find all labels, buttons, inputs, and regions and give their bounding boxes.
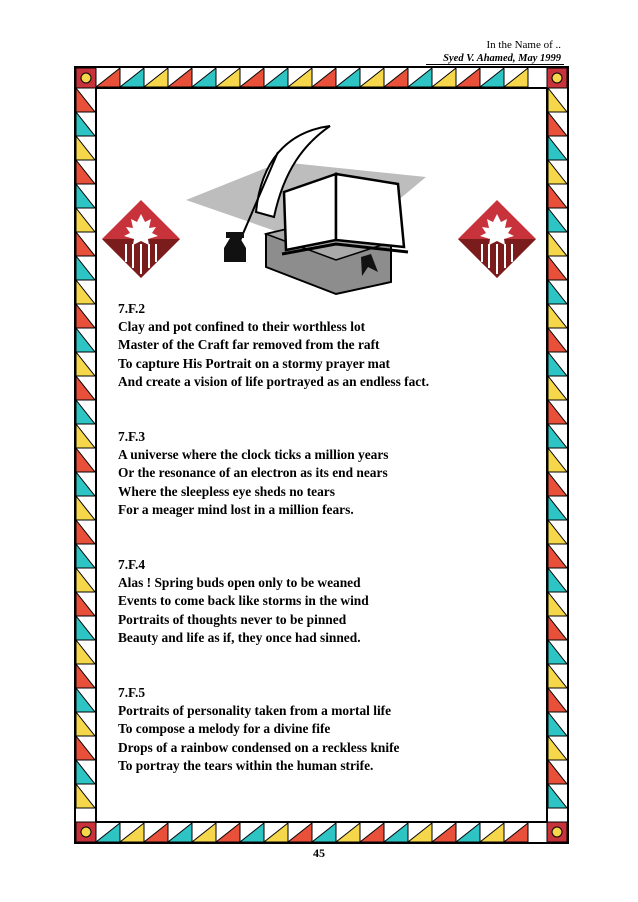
poem-line: Portraits of personality taken from a mortal life — [118, 703, 392, 719]
stanza-number: 7.F.5 — [118, 685, 146, 701]
poem-line: Events to come back like storms in the wind — [118, 593, 369, 609]
poem-line: Master of the Craft far removed from the raft — [118, 337, 380, 353]
poem-line: To portray the tears within the human strife. — [118, 757, 374, 773]
stanza-7f2 — [118, 300, 528, 391]
book-quill-illustration — [186, 122, 426, 300]
poem-line: Alas ! Spring buds open only to be weaned — [118, 575, 361, 591]
poem-line: To capture His Portrait on a stormy prayer mat — [118, 355, 390, 371]
poem-line: And create a vision of life portrayed as an endless fact. — [118, 373, 430, 389]
poem-line: Where the sleepless eye sheds no tears — [118, 483, 335, 499]
header-rule — [426, 64, 564, 65]
poem-line: Clay and pot confined to their worthless lot — [118, 319, 366, 335]
poem-line: Beauty and life as if, they once had sinned. — [118, 629, 361, 645]
stanza-7f3 — [118, 428, 528, 519]
maple-leaf-emblem-left — [102, 200, 180, 278]
header-title: In the Name of .. — [486, 39, 561, 51]
ink-pot-icon — [224, 232, 246, 262]
poem-line: Drops of a rainbow condensed on a reckless knife — [118, 739, 400, 755]
poem-body — [118, 300, 528, 812]
stanza-number: 7.F.4 — [118, 557, 146, 573]
page-header — [443, 38, 561, 66]
page-number: 45 — [313, 846, 325, 860]
stanza-number: 7.F.2 — [118, 301, 146, 316]
poem-line: For a meager mind lost in a million fears. — [118, 501, 354, 517]
maple-leaf-emblem-right — [458, 200, 536, 278]
stanza-number: 7.F.3 — [118, 429, 146, 445]
poem-line: Portraits of thoughts never to be pinned — [118, 611, 347, 627]
stanza-7f4 — [118, 556, 528, 647]
poem-line: Or the resonance of an electron as its end nears — [118, 465, 388, 481]
poem-line: A universe where the clock ticks a million years — [118, 447, 389, 463]
poem-line: To compose a melody for a divine fife — [118, 721, 331, 737]
header-author: Syed V. Ahamed, May 1999 — [443, 53, 561, 64]
stanza-7f5 — [118, 684, 528, 775]
